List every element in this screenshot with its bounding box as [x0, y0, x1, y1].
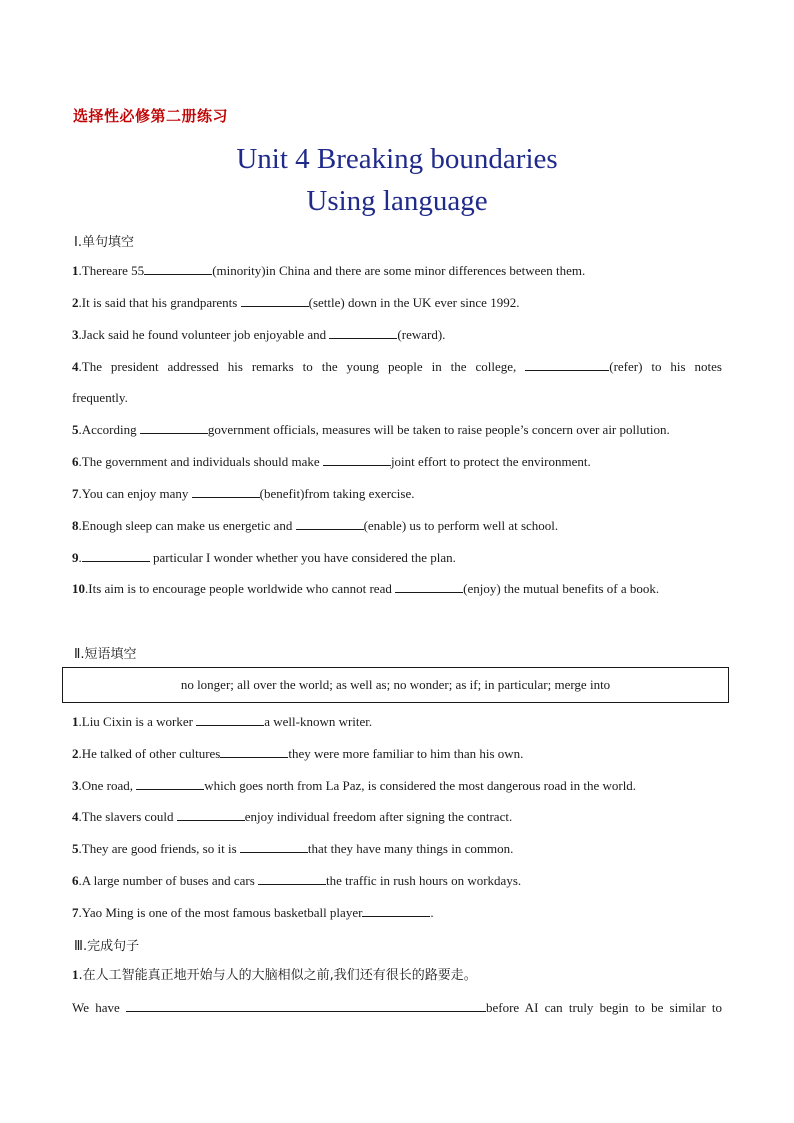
- question-item: 3.Jack said he found volunteer job enjoyable and (reward).: [72, 327, 446, 342]
- question-item: 4.The president addressed his remarks to the young people in the college, (refer) to his notes: [72, 359, 722, 374]
- unit-title: Unit 4 Breaking boundaries: [236, 143, 558, 175]
- answer-blank[interactable]: [177, 808, 245, 821]
- section-2-title: Ⅱ.短语填空: [74, 647, 137, 662]
- answer-blank[interactable]: [323, 453, 391, 466]
- question-item: 1.Liu Cixin is a worker a well-known writer.: [72, 714, 373, 729]
- answer-blank[interactable]: [192, 485, 260, 498]
- question-item: 2.It is said that his grandparents (settle) down in the UK ever since 1992.: [72, 295, 520, 310]
- word-bank-text: no longer; all over the world; as well as; no wonder; as if; in particular; merge into: [180, 677, 611, 692]
- question-item: 5.They are good friends, so it is that they have many things in common.: [72, 841, 514, 856]
- answer-blank[interactable]: [220, 745, 288, 758]
- question-item: 10.Its aim is to encourage people worldwide who cannot read (enjoy) the mutual benefits of a book.: [72, 581, 660, 596]
- answer-blank[interactable]: [196, 713, 264, 726]
- answer-blank[interactable]: [136, 777, 204, 790]
- answer-blank[interactable]: [82, 549, 150, 562]
- question-item: 6.The government and individuals should make joint effort to protect the environment.: [72, 454, 591, 469]
- answer-blank[interactable]: [126, 999, 486, 1012]
- answer-blank[interactable]: [240, 840, 308, 853]
- answer-blank[interactable]: [329, 326, 397, 339]
- section-1-title: Ⅰ.单句填空: [74, 235, 134, 250]
- answer-blank[interactable]: [362, 904, 430, 917]
- word-bank-box: [62, 667, 729, 703]
- answer-blank[interactable]: [395, 580, 463, 593]
- question-item: 1.Thereare 55 (minority)in China and there are some minor differences between them.: [72, 263, 586, 278]
- lesson-title: Using language: [306, 185, 488, 217]
- answer-blank[interactable]: [296, 517, 364, 530]
- question-item: 6.A large number of buses and cars the traffic in rush hours on workdays.: [72, 873, 522, 888]
- question-item: 5.According government officials, measures will be taken to raise people’s concern over air pollution.: [72, 422, 670, 437]
- answer-blank[interactable]: [140, 421, 208, 434]
- translation-line: We have before AI can truly begin to be similar to: [72, 1000, 722, 1015]
- question-item: 7.You can enjoy many (benefit)from taking exercise.: [72, 486, 415, 501]
- question-item: 2.He talked of other cultures they were more familiar to him than his own.: [72, 746, 524, 761]
- section-3-title: Ⅲ.完成句子: [74, 939, 140, 954]
- question-item: 3.One road, which goes north from La Paz, is considered the most dangerous road in the world.: [72, 778, 637, 793]
- answer-blank[interactable]: [241, 294, 309, 307]
- book-label: 选择性必修第二册练习: [73, 107, 229, 125]
- answer-blank[interactable]: [258, 872, 326, 885]
- answer-blank[interactable]: [144, 262, 212, 275]
- chinese-prompt: 1.在人工智能真正地开始与人的大脑相似之前,我们还有很长的路要走。: [72, 967, 477, 983]
- question-item: 8.Enough sleep can make us energetic and (enable) us to perform well at school.: [72, 518, 559, 533]
- answer-blank[interactable]: [525, 358, 609, 371]
- question-item: 7.Yao Ming is one of the most famous basketball player .: [72, 905, 434, 920]
- question-item: 4.The slavers could enjoy individual freedom after signing the contract.: [72, 809, 513, 824]
- question-continuation: frequently.: [72, 390, 128, 405]
- question-item: 9. particular I wonder whether you have considered the plan.: [72, 550, 456, 565]
